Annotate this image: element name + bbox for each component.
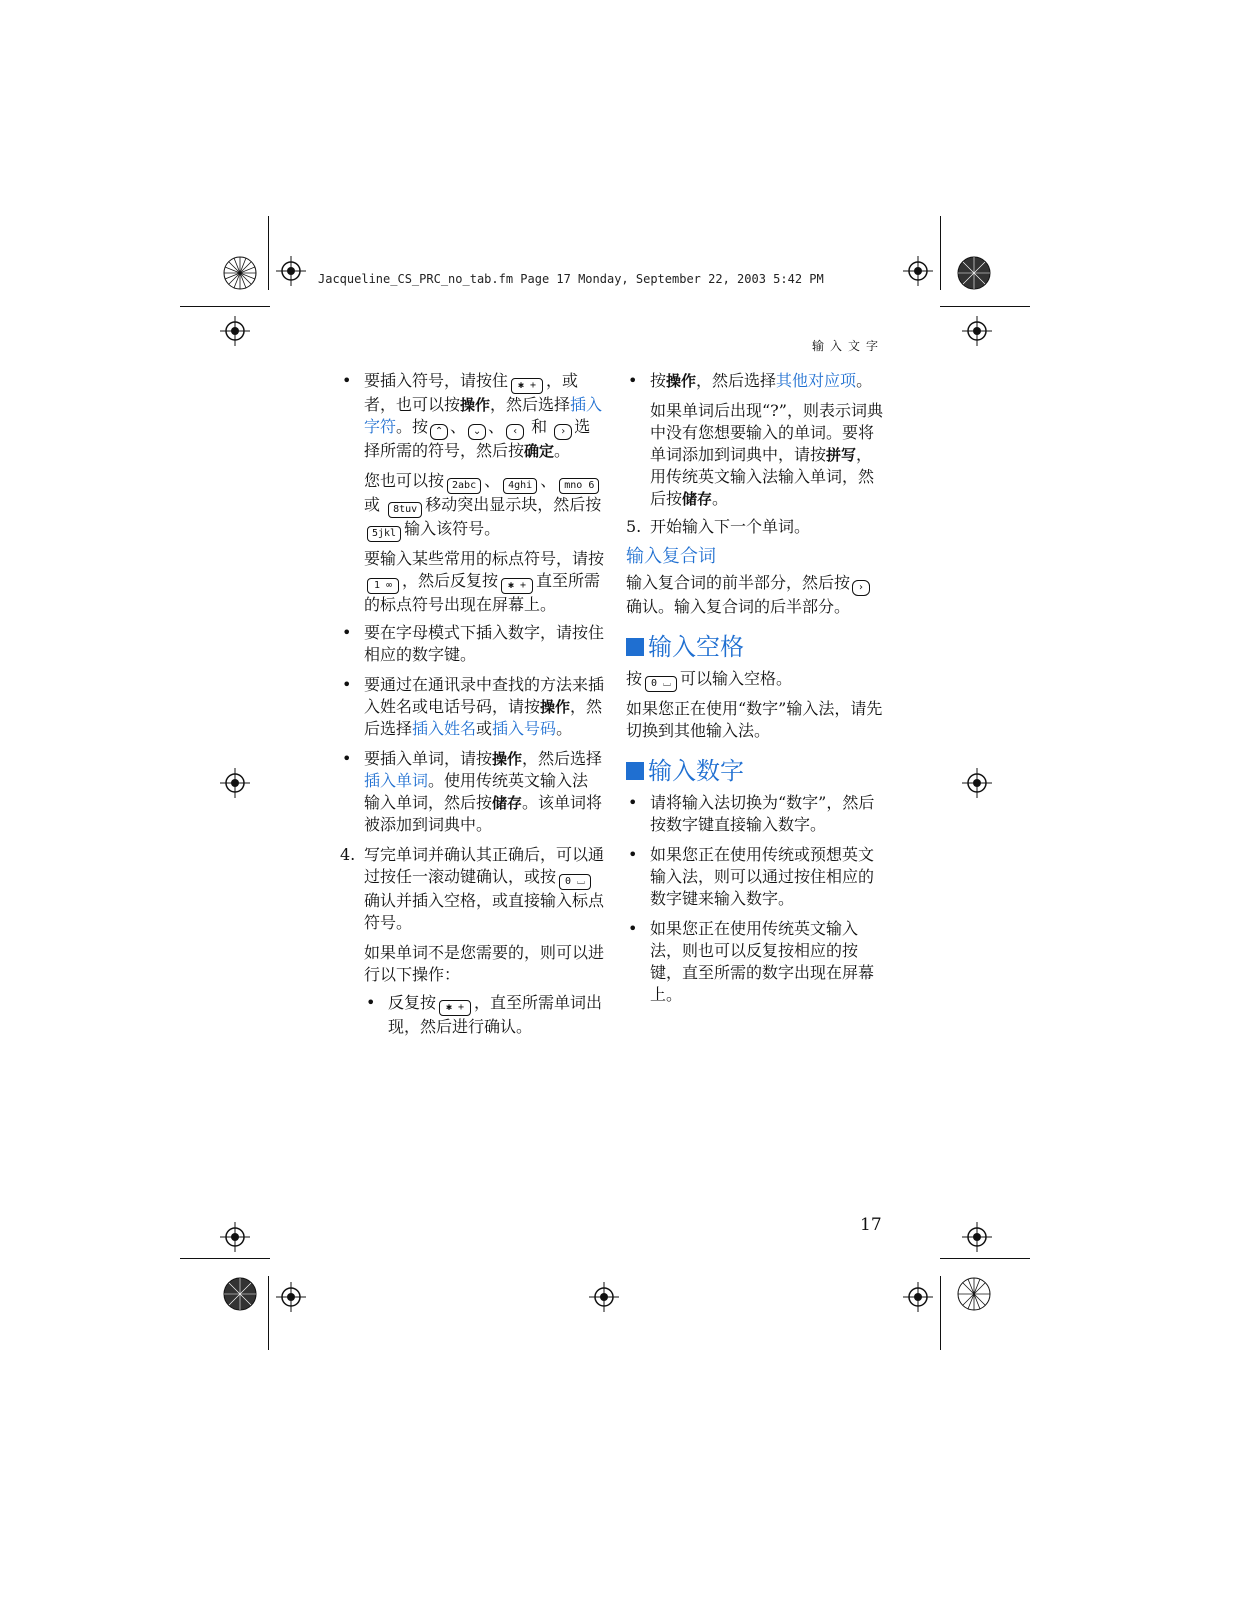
scroll-left-icon: ‹ (506, 424, 524, 440)
star-key-icon: ✱ + (501, 578, 533, 594)
registration-target-icon (956, 1276, 992, 1312)
registration-target-icon (956, 255, 992, 291)
numbered-step: 4. 写完单词并确认其正确后，可以通过按任一滚动键确认，或按 0 ⌴确认并插入空格，或直接输入标点符号。 (340, 845, 605, 932)
list-item: • 如果您正在使用传统或预想英文输入法，则可以通过按住相应的数字键来输入数字。 (626, 844, 888, 910)
square-bullet-icon (626, 762, 644, 780)
key-8-icon: 8tuv (388, 502, 422, 518)
section-heading-space: 输入空格 (626, 636, 888, 658)
crosshair-icon (220, 1222, 250, 1252)
crosshair-icon (276, 256, 306, 286)
crosshair-icon (220, 768, 250, 798)
square-bullet-icon (626, 638, 644, 656)
key-0-icon: 0 ⌴ (559, 874, 591, 890)
scroll-down-icon: ⌄ (468, 424, 486, 440)
menu-link-insert-symbol: 插入字符 (364, 395, 603, 436)
page-number: 17 (860, 1215, 882, 1235)
paragraph: 如果您正在使用“数字”输入法，请先切换到其他输入法。 (626, 699, 883, 740)
registration-target-icon (222, 1276, 258, 1312)
key-1-icon: 1 ∞ (367, 578, 399, 594)
key-2-icon: 2abc (447, 478, 481, 494)
running-head: 输入文字 (811, 339, 884, 353)
paragraph: 输入复合词的前半部分，然后按 ›确认。输入复合词的后半部分。 (626, 572, 888, 618)
paragraph: 您也可以按 2abc 、 4ghi 、 mno 6 或 8tuv 移动突出显示块，然后按5jkl 输入该符号。 (340, 470, 604, 542)
scroll-right-icon: › (554, 424, 572, 440)
list-item: • 按操作，然后选择其他对应项。 (626, 370, 888, 392)
section-heading-digits: 输入数字 (626, 760, 888, 782)
menu-link-other-matches: 其他对应项 (776, 371, 857, 390)
key-5-icon: 5jkl (367, 526, 401, 542)
key-0-icon: 0 ⌴ (645, 676, 677, 692)
numbered-step: 5. 开始输入下一个单词。 (626, 517, 811, 536)
menu-link-insert-number: 插入号码 (492, 719, 557, 738)
paragraph: 如果单词后出现“?”，则表示词典中没有您想要输入的单词。要将单词添加到词典中，请按拼写，用传统英文输入法输入单词，然后按储存。 (650, 401, 883, 508)
menu-link-insert-name: 插入姓名 (412, 719, 477, 738)
crosshair-icon (903, 1282, 933, 1312)
scroll-up-icon: ⌃ (430, 424, 448, 440)
crosshair-icon (220, 316, 250, 346)
paragraph: 按 0 ⌴ 可以输入空格。 (626, 668, 888, 692)
menu-link-insert-word: 插入单词 (364, 771, 429, 790)
crosshair-icon (903, 256, 933, 286)
paragraph: 要输入某些常用的标点符号，请按1 ∞ ，然后反复按 ✱ + 直至所需的标点符号出现在屏幕上。 (364, 549, 605, 614)
list-item: • 要通过在通讯录中查找的方法来插入姓名或电话号码，请按操作，然后选择插入姓名或插入号码。 (340, 674, 604, 740)
crosshair-icon (276, 1282, 306, 1312)
list-item: • 要插入单词，请按操作，然后选择插入单词。使用传统英文输入法输入单词，然后按储存。该单词将被添加到词典中。 (340, 748, 604, 836)
crosshair-icon (589, 1282, 619, 1312)
crosshair-icon (962, 768, 992, 798)
key-6-icon: mno 6 (559, 478, 599, 494)
section-heading-compound: 输入复合词 (626, 546, 716, 567)
list-item: • 请将输入法切换为“数字”，然后按数字键直接输入数字。 (626, 792, 888, 836)
crosshair-icon (962, 1222, 992, 1252)
paragraph: 如果单词不是您需要的，则可以进行以下操作： (364, 943, 605, 984)
scroll-right-icon: › (852, 580, 870, 596)
list-item: • 反复按 ✱ + ，直至所需单词出现，然后进行确认。 (364, 992, 604, 1038)
file-slug: Jacqueline_CS_PRC_no_tab.fm Page 17 Monday, September 22, 2003 5:42 PM (318, 272, 824, 286)
key-4-icon: 4ghi (503, 478, 537, 494)
list-item: • 如果您正在使用传统英文输入法，则也可以反复按相应的按键，直至所需的数字出现在屏幕上。 (626, 918, 888, 1006)
list-item: • 要插入符号，请按住 ✱ + ，或者，也可以按操作，然后选择插入字符。按 ⌃ 、 ⌄ 、 ‹ 和 › 选择所需的符号，然后按确定。 (340, 370, 604, 462)
star-key-icon: ✱ + (511, 378, 543, 394)
list-item: • 要在字母模式下插入数字，请按住相应的数字键。 (340, 622, 604, 666)
registration-target-icon (222, 255, 258, 291)
left-column (340, 370, 604, 1046)
crosshair-icon (962, 316, 992, 346)
star-key-icon: ✱ + (439, 1000, 471, 1016)
right-column (626, 370, 888, 1014)
